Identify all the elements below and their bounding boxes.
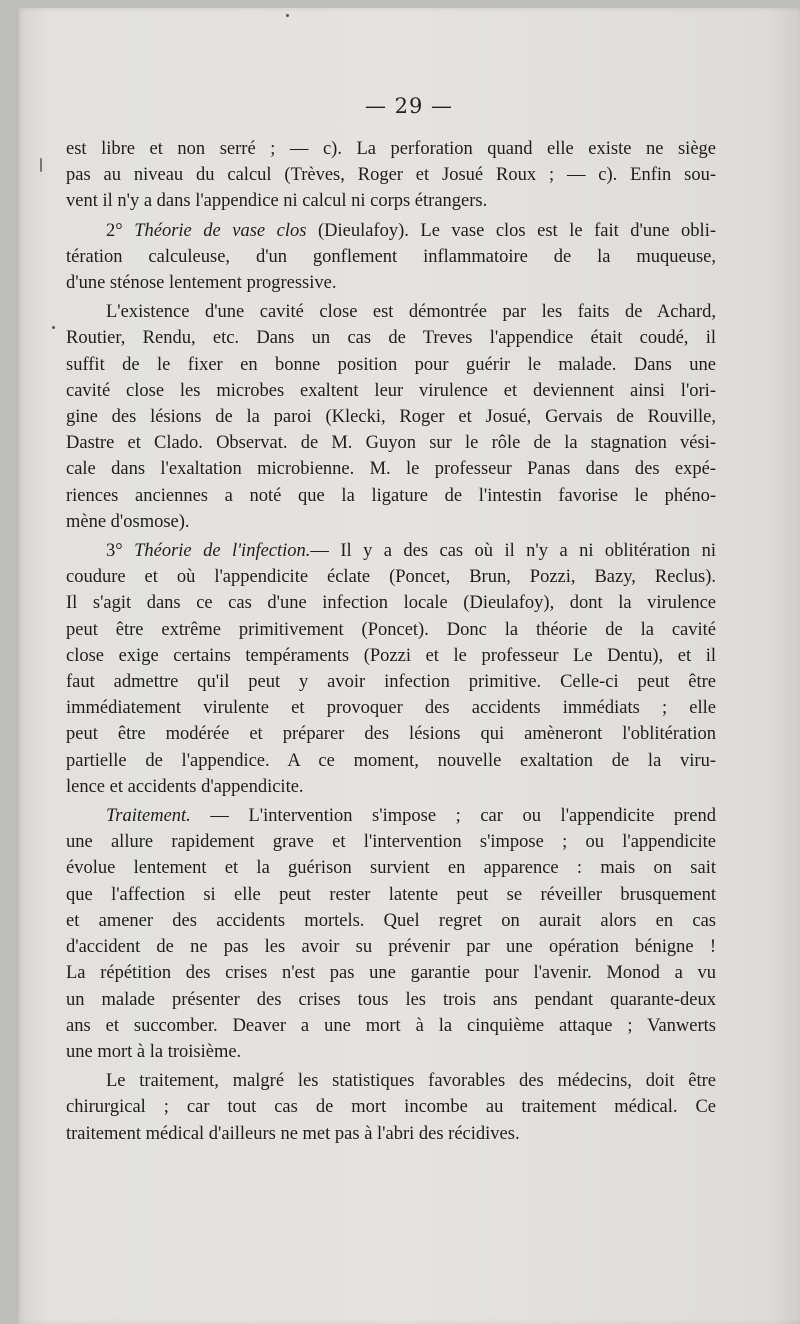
text-line: vent il n'y a dans l'appendice ni calcul ni corps étrangers. <box>66 191 488 212</box>
text-line: cale dans l'exaltation microbienne. M. le professeur Panas dans des expé- <box>66 459 716 480</box>
text-line: mène d'osmose). <box>66 511 190 532</box>
text-fragment: — L'intervention s'impose ; car ou l'appendicite prend <box>190 806 716 827</box>
text-fragment: (Dieulafoy). Le vase clos est le fait d'une obli- <box>306 220 717 241</box>
text-line <box>66 299 716 325</box>
section-heading: Théorie de vase clos <box>134 220 307 241</box>
text-line: La répétition des crises n'est pas une garantie pour l'avenir. Monod a vu <box>66 963 716 984</box>
section-heading: Théorie de l'infection. <box>134 541 311 562</box>
text-line: immédiatement virulente et provoquer des accidents immédiats ; elle <box>66 698 716 719</box>
text-line: est libre et non serré ; — c). La perforation quand elle existe ne siège <box>66 139 716 159</box>
text-line: peut être extrême primitivement (Poncet). Donc la théorie de la cavité <box>66 619 716 640</box>
text-line: un malade présenter des crises tous les trois ans pendant quarante-deux <box>66 989 716 1010</box>
text-line: coudure et où l'appendicite éclate (Poncet, Brun, Pozzi, Bazy, Reclus). <box>66 567 716 588</box>
section-number: 2° <box>106 220 123 241</box>
text-line: partielle de l'appendice. A ce moment, nouvelle exaltation de la viru- <box>66 750 716 771</box>
text-line: faut admettre qu'il peut y avoir infection primitive. Celle-ci peut être <box>66 672 716 693</box>
text-line: gine des lésions de la paroi (Klecki, Roger et Josué, Gervais de Rouville, <box>66 407 716 428</box>
page-number: — 29 — <box>364 94 454 118</box>
text-line: close exige certains tempéraments (Pozzi et le professeur Le Dentu), et il <box>66 645 716 666</box>
paragraph <box>66 136 716 215</box>
paragraph <box>66 218 716 297</box>
text-line: tération calculeuse, d'un gonflement inflammatoire de la muqueuse, <box>66 246 716 267</box>
text-line <box>66 1068 716 1094</box>
text-line: d'une sténose lentement progressive. <box>66 273 337 294</box>
text-line: pas au niveau du calcul (Trèves, Roger et Josué Roux ; — c). Enfin sou- <box>66 165 716 186</box>
paragraph <box>66 1068 716 1147</box>
book-page <box>18 8 800 1324</box>
text-line: Routier, Rendu, etc. Dans un cas de Treves l'appendice était coudé, il <box>66 328 716 349</box>
text-line: que l'affection si elle peut rester latente peut se réveiller brusquement <box>66 884 716 905</box>
section-number: 3° <box>106 541 123 562</box>
paragraph <box>66 299 716 535</box>
paragraph <box>66 538 716 800</box>
paragraph <box>66 803 716 1065</box>
text-line: une allure rapidement grave et l'intervention s'impose ; ou l'appendicite <box>66 832 716 853</box>
paper-speck <box>52 326 55 329</box>
body-text <box>66 136 716 1150</box>
text-line: chirurgical ; car tout cas de mort incombe au traitement médical. Ce <box>66 1097 716 1118</box>
text-line: Il s'agit dans ce cas d'une infection locale (Dieulafoy), dont la virulence <box>66 593 716 614</box>
text-line: évolue lentement et la guérison survient en apparence : mais on sait <box>66 858 716 879</box>
text-line: riences anciennes a noté que la ligature de l'intestin favorise le phéno- <box>66 485 716 506</box>
paper-speck <box>286 14 289 17</box>
text-line <box>66 218 716 244</box>
text-line: ans et succomber. Deaver a une mort à la cinquième attaque ; Vanwerts <box>66 1015 716 1036</box>
text-line: une mort à la troisième. <box>66 1041 242 1062</box>
section-heading: Traitement. <box>106 806 191 827</box>
text-line: lence et accidents d'appendicite. <box>66 776 304 797</box>
text-fragment: Le traitement, malgré les statistiques favorables des médecins, doit être <box>106 1071 716 1092</box>
text-line <box>66 803 716 829</box>
text-line: Dastre et Clado. Observat. de M. Guyon sur le rôle de la stagnation vési- <box>66 433 716 454</box>
text-line: et amener des accidents mortels. Quel regret on aurait alors en cas <box>66 910 716 931</box>
text-line: suffit de le fixer en bonne position pour guérir le malade. Dans une <box>66 354 716 375</box>
text-fragment: L'existence d'une cavité close est démontrée par les faits de Achard, <box>106 302 716 323</box>
text-line: cavité close les microbes exaltent leur virulence et deviennent ainsi l'ori- <box>66 380 716 401</box>
text-line: d'accident de ne pas les avoir su prévenir par une opération bénigne ! <box>66 937 716 958</box>
text-fragment: — Il y a des cas où il n'y a ni oblitération ni <box>310 541 717 562</box>
text-line <box>66 538 716 564</box>
text-line: traitement médical d'ailleurs ne met pas à l'abri des récidives. <box>66 1123 520 1144</box>
text-line: peut être modérée et préparer des lésions qui amèneront l'oblitération <box>66 724 716 745</box>
paper-speck <box>40 158 42 172</box>
